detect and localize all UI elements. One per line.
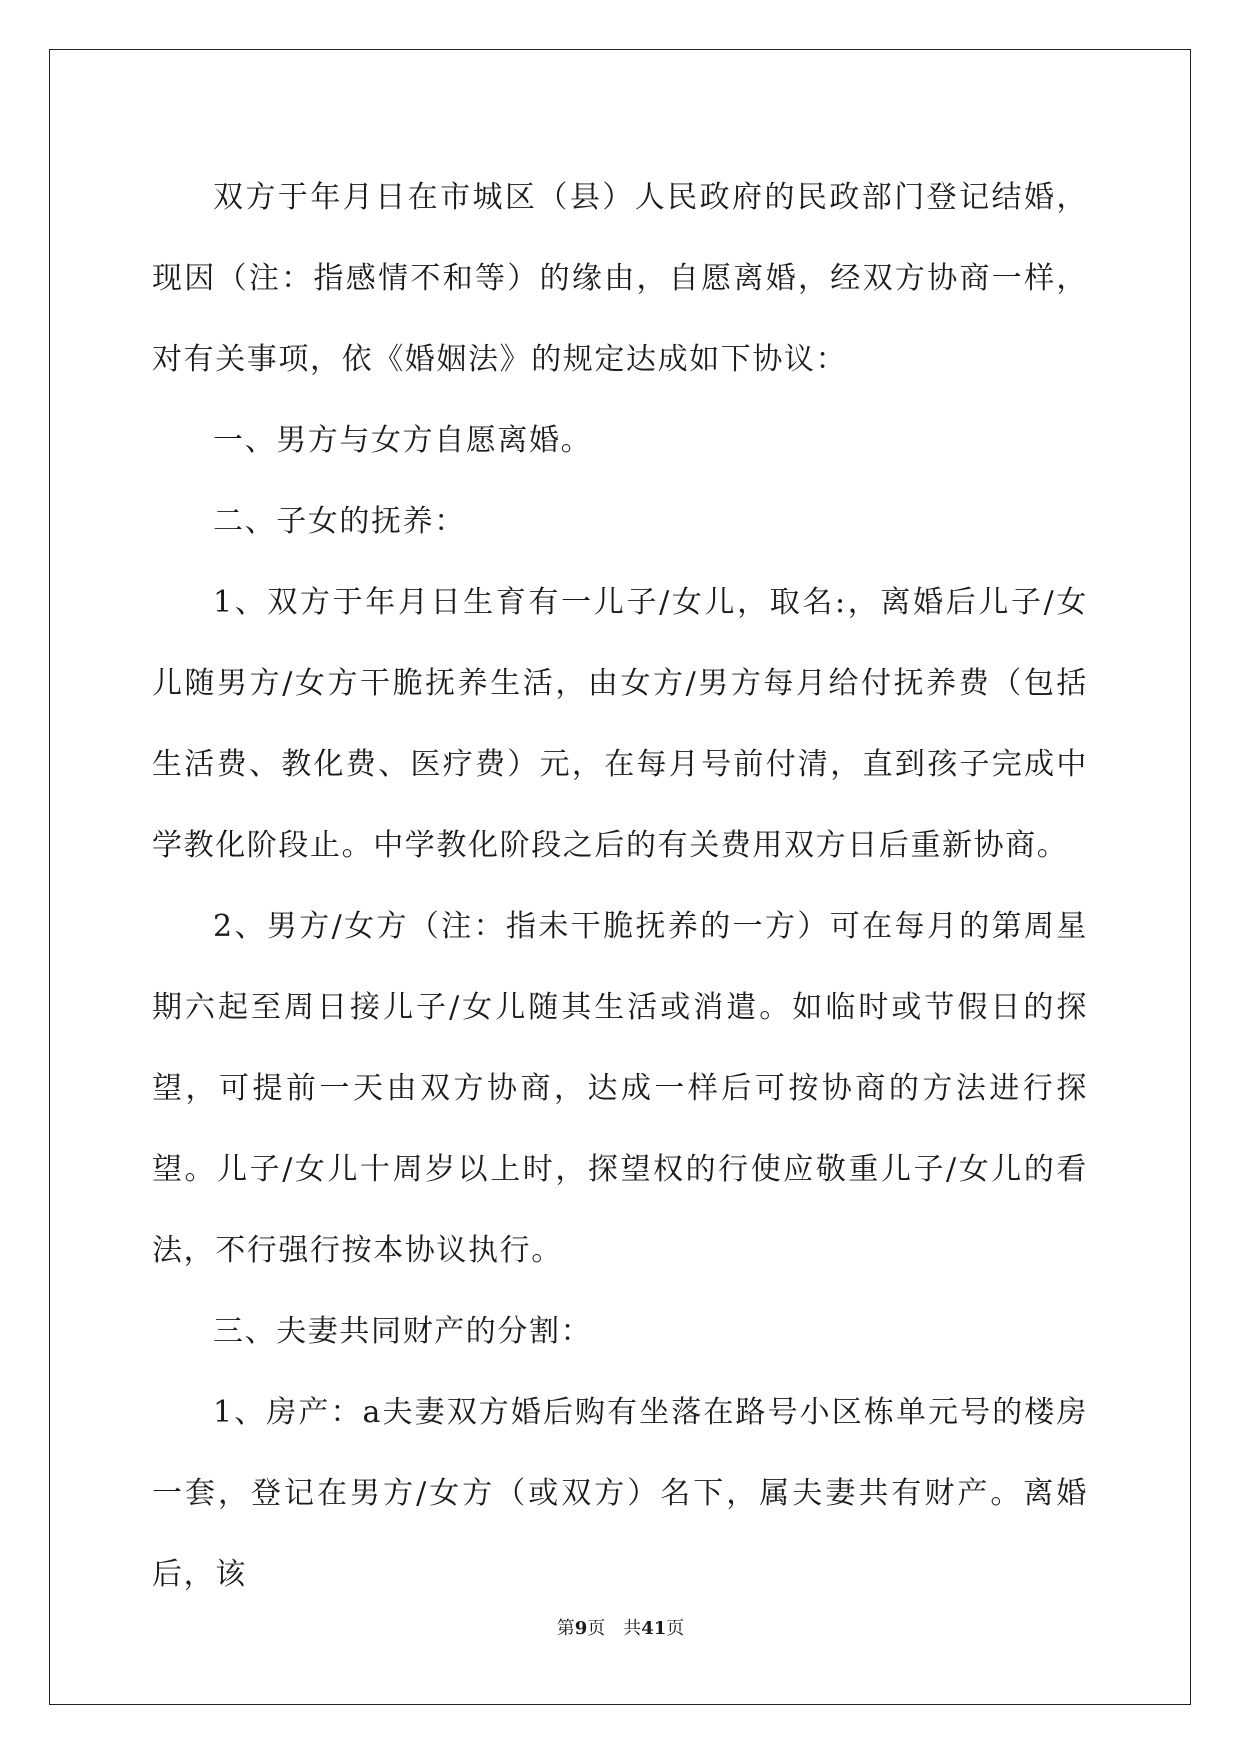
footer-page-suffix: 页	[666, 1618, 685, 1639]
paragraph-section-one: 一、男方与女方自愿离婚。	[213, 423, 593, 458]
paragraph-property: 1、房产：a夫妻双方婚后购有坐落在路号小区栋单元号的楼房一套，登记在男方/女方（或双方）名下，属夫妻共有财产。离婚后，该	[152, 1395, 1088, 1592]
footer-page-mid: 页 共	[587, 1618, 642, 1639]
paragraph-custody: 1、双方于年月日生育有一儿子/女儿，取名:，离婚后儿子/女儿随男方/女方干脆抚养生活，由女方/男方每月给付抚养费（包括生活费、教化费、医疗费）元，在每月号前付清，直到孩子完成中学教化阶段止。中学教化阶段之后的有关费用双方日后重新协商。	[152, 585, 1088, 863]
page-footer	[0, 1617, 1241, 1641]
footer-page-prefix: 第	[556, 1618, 575, 1639]
paragraph-section-two-heading: 二、子女的抚养：	[213, 504, 466, 539]
footer-page-current: 9	[574, 1618, 588, 1639]
paragraph-visitation: 2、男方/女方（注：指未干脆抚养的一方）可在每月的第周星期六起至周日接儿子/女儿随其生活或消遣。如临时或节假日的探望，可提前一天由双方协商，达成一样后可按协商的方法进行探望。儿子/女儿十周岁以上时，探望权的行使应敬重儿子/女儿的看法，不行强行按本协议执行。	[152, 909, 1088, 1268]
paragraph-intro: 双方于年月日在市城区（县）人民政府的民政部门登记结婚，现因（注：指感情不和等）的缘由，自愿离婚，经双方协商一样，对有关事项，依《婚姻法》的规定达成如下协议：	[152, 180, 1088, 377]
footer-page-total: 41	[641, 1618, 667, 1639]
document-body	[152, 157, 1088, 1615]
paragraph-section-three-heading: 三、夫妻共同财产的分割：	[213, 1314, 593, 1349]
